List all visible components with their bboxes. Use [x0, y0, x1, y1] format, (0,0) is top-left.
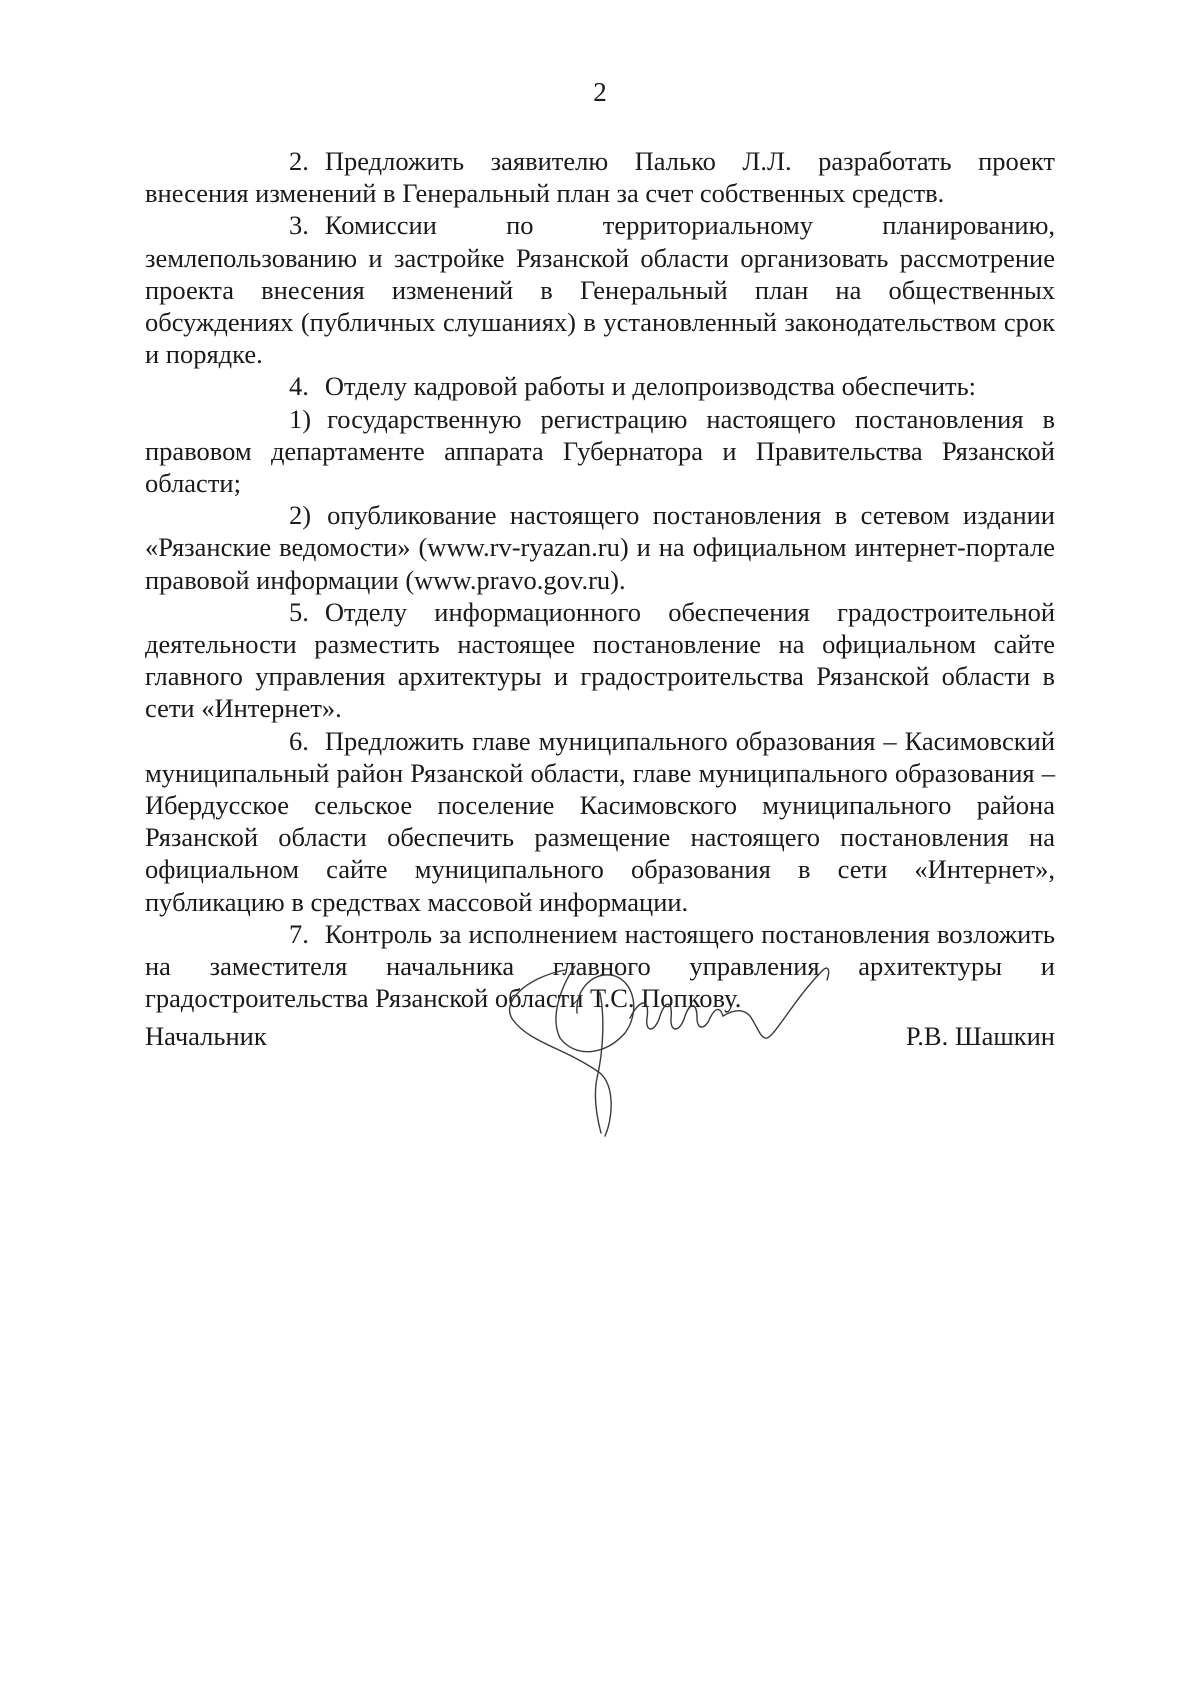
paragraph-text: Контроль за исполнением настоящего постановления возложить на заместителя начальника главного управления архитектуры и градостроительства Рязанской области Т.С. Попкову. — [145, 918, 1055, 1014]
paragraph-text: Отделу информационного обеспечения градостроительной деятельности разместить настоящее постановление на официальном сайте главного управления архитектуры и градостроительства Рязанской области в сети «Интернет». — [145, 596, 1055, 724]
paragraph-item-2 — [145, 145, 1055, 209]
paragraph-number: 3. — [289, 210, 309, 241]
signatory-name: Р.В. Шашкин — [905, 1021, 1055, 1051]
signature-block — [145, 1020, 1055, 1060]
paragraph-text: Предложить главе муниципального образования – Касимовский муниципальный район Рязанской области, главе муниципального образования – Ибердусское сельское поселение Касимовского муниципального района Рязанской области обеспечить размещение настоящего постановления на официальном сайте муниципального образования в сети «Интернет», публикацию в средствах массовой информации. — [145, 725, 1055, 917]
paragraph-number: 6. — [289, 725, 309, 756]
paragraph-text: Отделу кадровой работы и делопроизводства обеспечить: — [324, 371, 977, 402]
paragraph-text: Предложить заявителю Палько Л.Л. разработать проект внесения изменений в Генеральный план за счет собственных средств. — [145, 146, 1055, 209]
paragraph-item-3 — [145, 209, 1055, 370]
document-body — [145, 145, 1055, 1014]
signatory-title: Начальник — [145, 1021, 267, 1051]
paragraph-item-5 — [145, 596, 1055, 725]
paragraph-item-6 — [145, 725, 1055, 918]
paragraph-subitem-1 — [145, 403, 1055, 500]
paragraph-number: 7. — [289, 918, 309, 949]
paragraph-subitem-2 — [145, 499, 1055, 596]
paragraph-text: Комиссии по территориальному планированию, землепользованию и застройке Рязанской области организовать рассмотрение проекта внесения изменений в Генеральный план на общественных обсуждениях (публичных слушаниях) в установленный законодательством срок и порядке. — [145, 210, 1055, 370]
paragraph-number: 4. — [289, 371, 309, 402]
paragraph-text: опубликование настоящего постановления в сетевом издании «Рязанские ведомости» (www.rv-ryazan.ru) и на официальном интернет-портале правовой информации (www.pravo.gov.ru). — [145, 500, 1055, 595]
paragraph-number: 5. — [289, 596, 309, 627]
paragraph-number: 2. — [289, 146, 309, 176]
paragraph-item-4 — [145, 370, 1055, 402]
page-number: 2 — [593, 77, 607, 107]
paragraph-number: 2) — [289, 500, 312, 531]
paragraph-number: 1) — [289, 403, 312, 434]
paragraph-text: государственную регистрацию настоящего постановления в правовом департаменте аппарата Губернатора и Правительства Рязанской области; — [145, 403, 1055, 499]
